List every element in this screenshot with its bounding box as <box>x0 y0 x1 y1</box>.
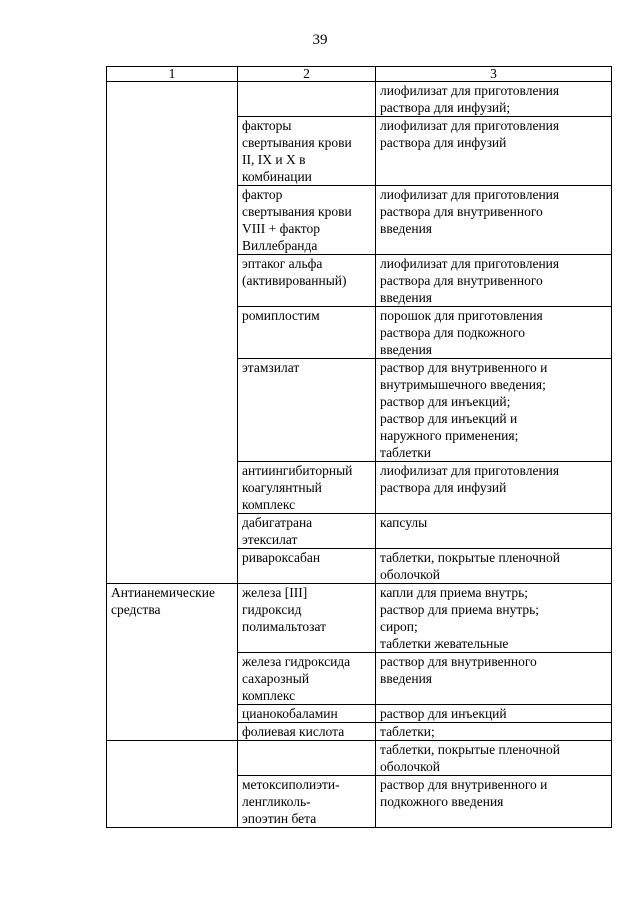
group-cell <box>107 82 238 584</box>
table-row <box>107 584 612 653</box>
dosage-form-cell <box>376 186 612 255</box>
substance-line: коагулянтный <box>242 480 322 495</box>
substance-cell <box>238 117 376 186</box>
dosage-form-cell <box>376 705 612 723</box>
drug-table <box>106 66 612 828</box>
dosage-form-line: лиофилизат для приготовления <box>380 463 560 478</box>
substance-line: гидроксид <box>242 602 302 617</box>
dosage-form-line: раствор для инъекций и <box>380 411 518 426</box>
substance-line: эптаког альфа <box>242 256 323 271</box>
substance-cell <box>238 307 376 359</box>
substance-cell <box>238 705 376 723</box>
dosage-form-line: раствор для внутривенного и <box>380 360 548 375</box>
substance-cell <box>238 82 376 117</box>
dosage-form-line: капли для приема внутрь; <box>380 585 528 600</box>
substance-line: железа [III] <box>242 585 308 600</box>
dosage-form-cell <box>376 723 612 741</box>
substance-cell <box>238 741 376 776</box>
dosage-form-line: раствора для внутривенного <box>380 204 543 219</box>
substance-cell <box>238 359 376 462</box>
dosage-form-line: раствора для инфузий <box>380 480 507 495</box>
dosage-form-cell <box>376 549 612 584</box>
group-line: Антианемические <box>111 585 215 600</box>
substance-line: VIII + фактор <box>242 221 320 236</box>
dosage-form-cell <box>376 741 612 776</box>
page-number: 39 <box>312 32 328 48</box>
dosage-form-cell <box>376 255 612 307</box>
substance-cell <box>238 186 376 255</box>
dosage-form-line: сироп; <box>380 619 418 634</box>
dosage-form-line: раствор для внутривенного и <box>380 777 548 792</box>
dosage-form-cell <box>376 514 612 549</box>
dosage-form-line: оболочкой <box>380 759 440 774</box>
dosage-form-line: введения <box>380 342 433 357</box>
substance-line: фактор <box>242 187 283 202</box>
dosage-form-line: таблетки, покрытые пленочной <box>380 550 561 565</box>
dosage-form-line: лиофилизат для приготовления <box>380 83 560 98</box>
dosage-form-line: раствора для подкожного <box>380 325 525 340</box>
column-header: 3 <box>376 67 612 82</box>
substance-cell <box>238 462 376 514</box>
substance-line: эпоэтин бета <box>242 811 317 826</box>
dosage-form-line: порошок для приготовления <box>380 308 543 323</box>
substance-line: свертывания крови <box>242 204 352 219</box>
dosage-form-line: введения <box>380 221 433 236</box>
substance-cell <box>238 255 376 307</box>
substance-cell <box>238 723 376 741</box>
dosage-form-cell <box>376 307 612 359</box>
substance-line: железа гидроксида <box>242 654 351 669</box>
dosage-form-line: таблетки; <box>380 724 435 739</box>
dosage-form-line: лиофилизат для приготовления <box>380 187 560 202</box>
column-header: 2 <box>238 67 376 82</box>
substance-line: этексилат <box>242 532 298 547</box>
substance-line: ромиплостим <box>242 308 320 323</box>
dosage-form-line: раствора для инфузий <box>380 135 507 150</box>
substance-cell <box>238 584 376 653</box>
dosage-form-line: таблетки <box>380 445 432 460</box>
dosage-form-cell <box>376 117 612 186</box>
dosage-form-line: раствор для внутривенного <box>380 654 537 669</box>
substance-cell <box>238 514 376 549</box>
dosage-form-line: оболочкой <box>380 567 440 582</box>
substance-line: комплекс <box>242 497 296 512</box>
substance-line: свертывания крови <box>242 135 352 150</box>
dosage-form-cell <box>376 776 612 828</box>
table-header-row <box>107 67 612 82</box>
substance-line: антиингибиторный <box>242 463 353 478</box>
substance-line: факторы <box>242 118 292 133</box>
substance-line: ривароксабан <box>242 550 321 565</box>
substance-cell <box>238 653 376 705</box>
dosage-form-cell <box>376 462 612 514</box>
dosage-form-line: раствор для приема внутрь; <box>380 602 540 617</box>
substance-line: комбинации <box>242 169 312 184</box>
substance-line: сахарозный <box>242 671 310 686</box>
dosage-form-line: внутримышечного введения; <box>380 377 546 392</box>
dosage-form-line: лиофилизат для приготовления <box>380 256 560 271</box>
substance-line: комплекс <box>242 688 296 703</box>
dosage-form-line: таблетки, покрытые пленочной <box>380 742 561 757</box>
dosage-form-line: раствора для инфузий; <box>380 100 511 115</box>
dosage-form-line: раствора для внутривенного <box>380 273 543 288</box>
substance-line: ленгликоль- <box>242 794 311 809</box>
dosage-form-line: наружного применения; <box>380 428 519 443</box>
dosage-form-line: лиофилизат для приготовления <box>380 118 560 133</box>
dosage-form-cell <box>376 82 612 117</box>
dosage-form-line: введения <box>380 290 433 305</box>
group-cell <box>107 584 238 741</box>
substance-line: цианокобаламин <box>242 706 338 721</box>
substance-line: Виллебранда <box>242 238 318 253</box>
dosage-form-line: введения <box>380 671 433 686</box>
dosage-form-line: таблетки жевательные <box>380 636 509 651</box>
table-row <box>107 741 612 776</box>
substance-line: метоксиполиэти- <box>242 777 340 792</box>
substance-line: этамзилат <box>242 360 300 375</box>
substance-line: (активированный) <box>242 273 347 288</box>
substance-cell <box>238 776 376 828</box>
substance-line: фолиевая кислота <box>242 724 345 739</box>
column-header: 1 <box>107 67 238 82</box>
dosage-form-cell <box>376 359 612 462</box>
dosage-form-cell <box>376 584 612 653</box>
substance-line: полимальтозат <box>242 619 327 634</box>
group-line: средства <box>111 602 161 617</box>
substance-line: II, IX и X в <box>242 152 306 167</box>
dosage-form-line: раствор для инъекций <box>380 706 507 721</box>
table-row <box>107 82 612 117</box>
substance-line: дабигатрана <box>242 515 313 530</box>
dosage-form-cell <box>376 653 612 705</box>
substance-cell <box>238 549 376 584</box>
dosage-form-line: капсулы <box>380 515 428 530</box>
dosage-form-line: раствор для инъекций; <box>380 394 511 409</box>
dosage-form-line: подкожного введения <box>380 794 504 809</box>
group-cell <box>107 741 238 828</box>
